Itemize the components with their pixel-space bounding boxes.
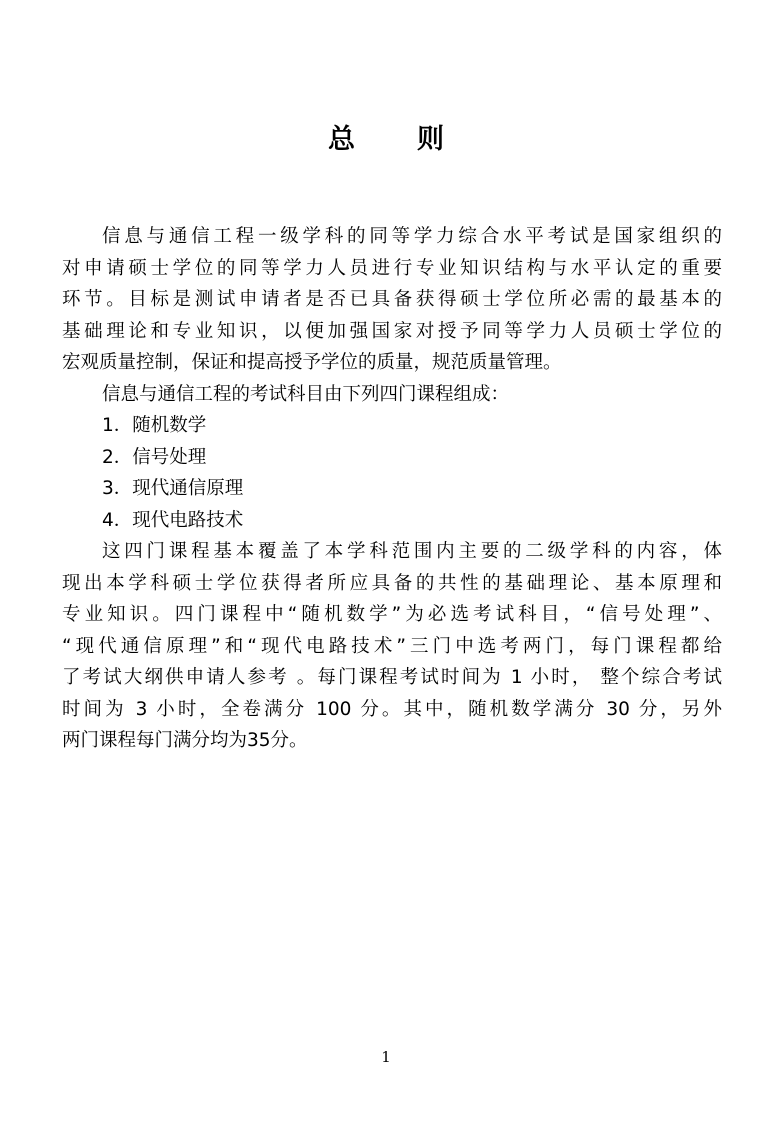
paragraph-line: 时间为 3 小时，全卷满分 100 分。其中，随机数学满分 30 分，另外	[62, 698, 722, 720]
page-title: 总则	[328, 124, 506, 155]
paragraph-line: 现出本学科硕士学位获得者所应具备的共性的基础理论、基本原理和	[62, 572, 722, 594]
paragraph-line: 信息与通信工程的考试科目由下列四门课程组成：	[102, 383, 510, 405]
page-number: 1	[381, 1048, 391, 1066]
paragraph-line: 信息与通信工程一级学科的同等学力综合水平考试是国家组织的	[102, 226, 722, 247]
paragraph-line: 宏观质量控制，保证和提高授予学位的质量，规范质量管理。	[62, 352, 562, 373]
course-list-item: 1．随机数学	[102, 415, 207, 436]
paragraph-line: “现代通信原理”和“现代电路技术”三门中选考两门，每门课程都给	[62, 635, 722, 657]
paragraph-line: 两门课程每门满分均为35分。	[62, 730, 308, 751]
course-list-item: 4．现代电路技术	[102, 509, 244, 531]
course-list-item: 3．现代通信原理	[102, 478, 244, 499]
paragraph-line: 专业知识。四门课程中“随机数学”为必选考试科目，“信号处理”、	[62, 604, 722, 625]
body-text	[62, 221, 722, 757]
paragraph-line: 环节。目标是测试申请者是否已具备获得硕士学位所必需的最基本的	[62, 289, 722, 310]
paragraph-line: 了考试大纲供申请人参考 。每门课程考试时间为 1 小时， 整个综合考试	[62, 667, 722, 688]
paragraph-line: 对申请硕士学位的同等学力人员进行专业知识结构与水平认定的重要	[62, 257, 722, 279]
paragraph-line: 这四门课程基本覆盖了本学科范围内主要的二级学科的内容，体	[102, 541, 722, 562]
paragraph-line: 基础理论和专业知识，以便加强国家对授予同等学力人员硕士学位的	[62, 320, 722, 342]
course-list-item: 2．信号处理	[102, 446, 207, 468]
